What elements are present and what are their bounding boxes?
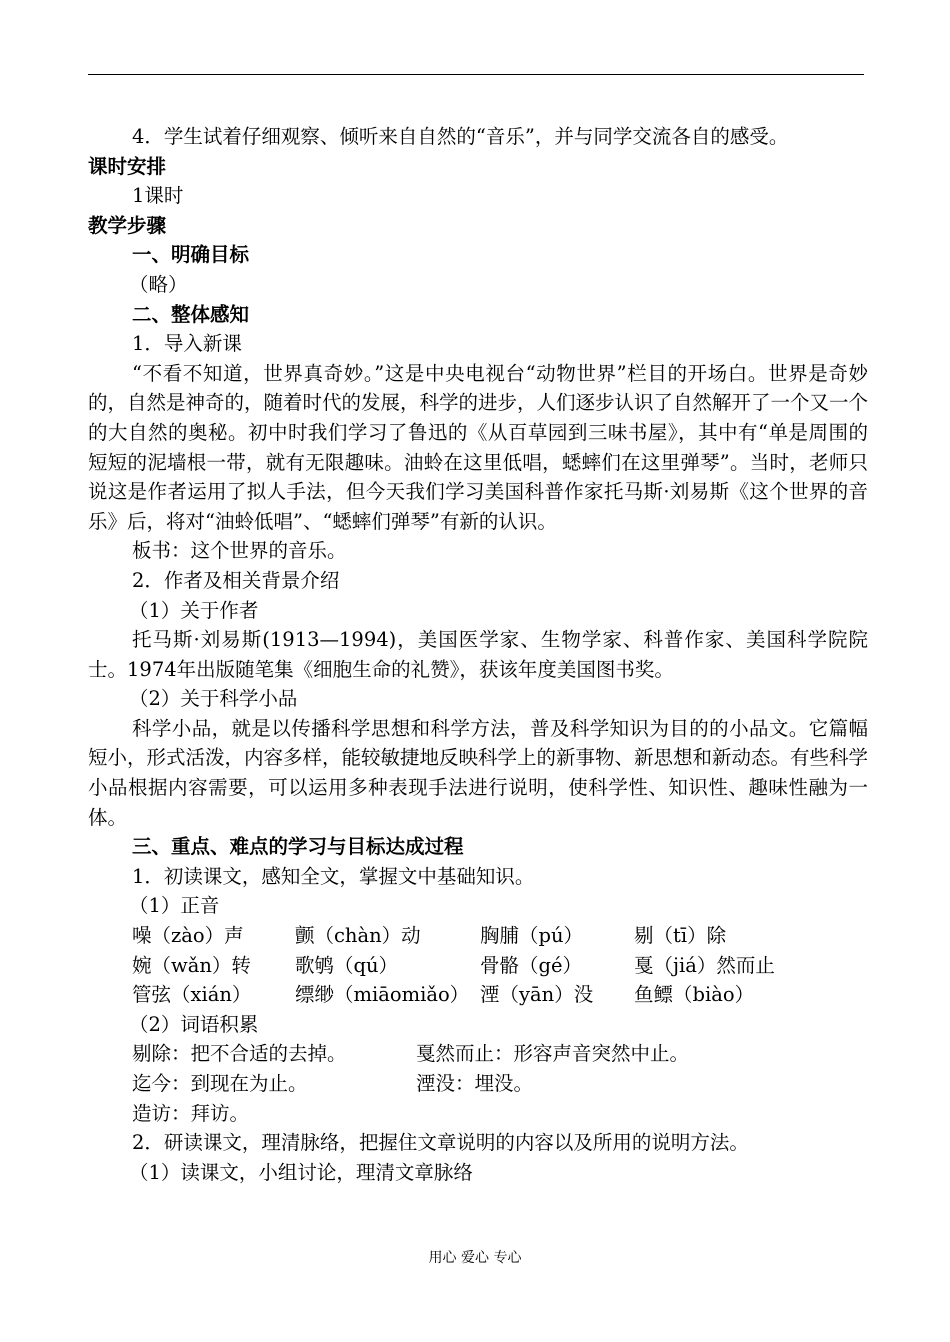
top-line: 教学步骤	[88, 213, 167, 237]
intro-paragraph: “不看不知道，世界真奇妙。”这是中央电视台“动物世界”栏目的开场白。世界是奇妙的，自然是神奇的，随着时代的发展，科学的进步，人们逐步认识了自然解开了一个又一个的大自然的奥秘。初中时我们学习了鲁迅的《从百草园到三味书屋》，其中有“单是周围的短短的泥墙根一带，就有无限趣味。油蛉在这里低唱，蟋蟀们在这里弹琴”。当时，老师只说这是作者运用了拟人手法，但今天我们学习美国科普作家托马斯·刘易斯《这个世界的音乐》后，将对“油蛉低唱”、“蟋蟀们弹琴”有新的认识。	[88, 361, 869, 533]
pinyin-entry: 管弦（xián）	[132, 983, 252, 1007]
top-line: 4．学生试着仔细观察、倾听来自自然的“音乐”，并与同学交流各自的感受。	[132, 125, 789, 148]
pinyin-entry: 歌鸲（qú）	[295, 953, 399, 977]
vocab-row	[88, 1069, 868, 1099]
page-footer: 用心 爱心 专心	[428, 1250, 522, 1266]
pinyin-table	[88, 921, 868, 1010]
vocab-entry: 戛然而止：形容声音突然中止。	[416, 1042, 690, 1066]
essay-paragraph: 科学小品，就是以传播科学思想和科学方法，普及科学知识为目的的小品文。它篇幅短小，形式活泼，内容多样，能较敏捷地反映科学上的新事物、新思想和新动态。有些科学小品根据内容需要，可以运用多种表现手法进行说明，使科学性、知识性、趣味性融为一体。	[88, 716, 869, 829]
pinyin-entry: 湮（yān）没	[480, 983, 594, 1007]
mid-line: （1）关于作者	[129, 598, 259, 622]
top-line: 一、明确目标	[132, 243, 250, 267]
top-line: （略）	[129, 272, 188, 296]
top-line: 课时安排	[88, 154, 167, 178]
vocab-entry: 迄今：到现在为止。	[132, 1072, 308, 1095]
section3-line: 1．初读课文，感知全文，掌握文中基础知识。	[132, 864, 535, 888]
vocab-entry: 造访：拜访。	[132, 1101, 250, 1125]
author-paragraph: 托马斯·刘易斯(1913—1994)，美国医学家、生物学家、科普作家、美国科学院院士。1974年出版随笔集《细胞生命的礼赞》，获该年度美国图书奖。	[88, 628, 868, 681]
vocab-row	[88, 1039, 868, 1069]
end-line: （1）读课文，小组讨论，理清文章脉络	[129, 1160, 473, 1184]
top-line: 1．导入新课	[132, 332, 242, 356]
pinyin-entry: 胸脯（pú）	[480, 924, 584, 948]
top-line: 二、整体感知	[132, 302, 250, 326]
pinyin-entry: 婉（wǎn）转	[132, 953, 251, 977]
pinyin-entry: 缥缈（miāomiǎo）	[295, 983, 470, 1007]
mid-line: 2．作者及相关背景介绍	[132, 568, 340, 592]
pinyin-entry: 噪（zào）声	[132, 924, 244, 948]
pinyin-entry: 颤（chàn）动	[295, 924, 421, 948]
mid-line: 板书：这个世界的音乐。	[132, 539, 347, 563]
vocab-entry: 湮没：埋没。	[416, 1072, 534, 1095]
vocab-entry: 剔除：把不合适的去掉。	[132, 1042, 347, 1066]
header-rule	[88, 74, 864, 75]
top-line: 1课时	[132, 184, 184, 208]
pinyin-entry: 鱼鳔（biào）	[634, 983, 755, 1007]
pinyin-row	[88, 951, 868, 981]
vocab-row	[88, 1099, 868, 1129]
pinyin-row	[88, 980, 868, 1010]
pinyin-row	[88, 921, 868, 951]
vocab-table	[88, 1039, 868, 1128]
section3-line: （1）正音	[129, 894, 220, 918]
pinyin-entry: 戛（jiá）然而止	[634, 953, 775, 977]
about-essay-heading: （2）关于科学小品	[129, 687, 298, 711]
document-body	[88, 122, 868, 1187]
section3-line: 三、重点、难点的学习与目标达成过程	[132, 835, 464, 859]
vocab-heading: （2）词语积累	[129, 1012, 259, 1036]
pinyin-entry: 剔（tī）除	[634, 924, 727, 948]
pinyin-entry: 骨骼（gé）	[480, 953, 583, 977]
end-line: 2．研读课文，理清脉络，把握住文章说明的内容以及所用的说明方法。	[132, 1131, 749, 1155]
